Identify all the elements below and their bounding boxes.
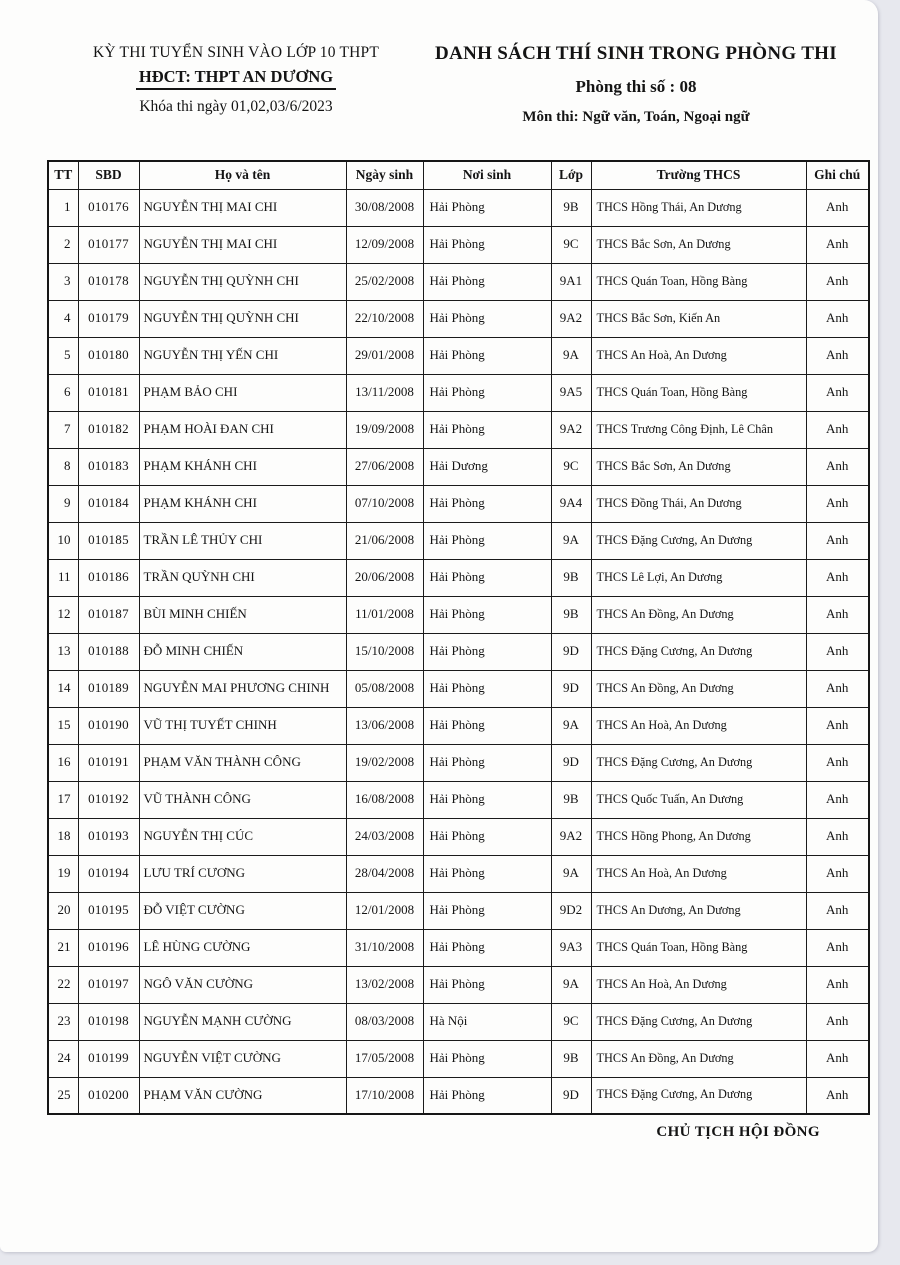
cell-tt: 1 <box>48 189 78 226</box>
cell-noisinh: Hải Phòng <box>423 300 551 337</box>
column-header-sbd: SBD <box>78 161 139 189</box>
table-header-row <box>48 161 869 189</box>
table-row <box>48 929 869 966</box>
exam-subjects: Môn thi: Ngữ văn, Toán, Ngoại ngữ <box>522 108 750 125</box>
table-row <box>48 892 869 929</box>
cell-tt: 5 <box>48 337 78 374</box>
cell-noisinh: Hải Phòng <box>423 966 551 1003</box>
cell-hoten: ĐỖ VIỆT CƯỜNG <box>139 892 346 929</box>
cell-ngaysinh: 31/10/2008 <box>346 929 423 966</box>
cell-ngaysinh: 28/04/2008 <box>346 855 423 892</box>
cell-tt: 17 <box>48 781 78 818</box>
cell-ghichu: Anh <box>806 448 869 485</box>
cell-lop: 9A3 <box>551 929 591 966</box>
cell-ngaysinh: 19/09/2008 <box>346 411 423 448</box>
cell-tt: 15 <box>48 707 78 744</box>
cell-hoten: PHẠM HOÀI ĐAN CHI <box>139 411 346 448</box>
cell-sbd: 010178 <box>78 263 139 300</box>
cell-hoten: NGUYỄN THỊ MAI CHI <box>139 226 346 263</box>
cell-hoten: BÙI MINH CHIẾN <box>139 596 346 633</box>
cell-sbd: 010197 <box>78 966 139 1003</box>
cell-tt: 23 <box>48 1003 78 1040</box>
cell-lop: 9A <box>551 966 591 1003</box>
cell-ngaysinh: 24/03/2008 <box>346 818 423 855</box>
cell-noisinh: Hải Phòng <box>423 596 551 633</box>
cell-hoten: LÊ HÙNG CƯỜNG <box>139 929 346 966</box>
cell-truongthcs: THCS An Hoà, An Dương <box>591 966 806 1003</box>
cell-sbd: 010177 <box>78 226 139 263</box>
cell-truongthcs: THCS Đặng Cương, An Dương <box>591 633 806 670</box>
cell-sbd: 010192 <box>78 781 139 818</box>
column-header-ngaysinh: Ngày sinh <box>346 161 423 189</box>
cell-ngaysinh: 12/01/2008 <box>346 892 423 929</box>
table-row <box>48 855 869 892</box>
cell-sbd: 010191 <box>78 744 139 781</box>
cell-hoten: PHẠM BẢO CHI <box>139 374 346 411</box>
cell-hoten: VŨ THÀNH CÔNG <box>139 781 346 818</box>
cell-ngaysinh: 13/02/2008 <box>346 966 423 1003</box>
cell-sbd: 010179 <box>78 300 139 337</box>
cell-truongthcs: THCS Quán Toan, Hồng Bàng <box>591 263 806 300</box>
table-row <box>48 707 869 744</box>
cell-hoten: TRẦN QUỲNH CHI <box>139 559 346 596</box>
cell-ghichu: Anh <box>806 707 869 744</box>
cell-tt: 20 <box>48 892 78 929</box>
column-header-noisinh: Nơi sinh <box>423 161 551 189</box>
cell-ghichu: Anh <box>806 263 869 300</box>
cell-truongthcs: THCS An Đồng, An Dương <box>591 670 806 707</box>
cell-noisinh: Hải Phòng <box>423 374 551 411</box>
cell-ghichu: Anh <box>806 337 869 374</box>
cell-hoten: ĐỖ MINH CHIẾN <box>139 633 346 670</box>
cell-tt: 8 <box>48 448 78 485</box>
table-row <box>48 226 869 263</box>
cell-hoten: TRẦN LÊ THỦY CHI <box>139 522 346 559</box>
room-number: Phòng thi số : 08 <box>575 76 697 96</box>
cell-noisinh: Hải Phòng <box>423 892 551 929</box>
cell-ngaysinh: 05/08/2008 <box>346 670 423 707</box>
cell-truongthcs: THCS Hồng Thái, An Dương <box>591 189 806 226</box>
cell-lop: 9C <box>551 448 591 485</box>
cell-truongthcs: THCS Đặng Cương, An Dương <box>591 1003 806 1040</box>
cell-sbd: 010187 <box>78 596 139 633</box>
cell-truongthcs: THCS Đặng Cương, An Dương <box>591 744 806 781</box>
cell-ngaysinh: 08/03/2008 <box>346 1003 423 1040</box>
cell-ngaysinh: 27/06/2008 <box>346 448 423 485</box>
cell-sbd: 010185 <box>78 522 139 559</box>
table-row <box>48 744 869 781</box>
cell-hoten: LƯU TRÍ CƯƠNG <box>139 855 346 892</box>
cell-lop: 9D <box>551 1077 591 1114</box>
table-row <box>48 189 869 226</box>
table-row <box>48 670 869 707</box>
cell-tt: 2 <box>48 226 78 263</box>
signature-title: CHỦ TỊCH HỘI ĐỒNG <box>656 1124 820 1140</box>
cell-noisinh: Hải Phòng <box>423 1040 551 1077</box>
cell-ngaysinh: 30/08/2008 <box>346 189 423 226</box>
table-row <box>48 1040 869 1077</box>
table-row <box>48 448 869 485</box>
table-row <box>48 633 869 670</box>
cell-tt: 13 <box>48 633 78 670</box>
cell-truongthcs: THCS An Đồng, An Dương <box>591 596 806 633</box>
cell-tt: 10 <box>48 522 78 559</box>
cell-noisinh: Hải Phòng <box>423 337 551 374</box>
table-body <box>48 189 869 1114</box>
cell-tt: 25 <box>48 1077 78 1114</box>
cell-tt: 14 <box>48 670 78 707</box>
cell-noisinh: Hải Phòng <box>423 522 551 559</box>
cell-lop: 9B <box>551 781 591 818</box>
cell-lop: 9A2 <box>551 300 591 337</box>
table-row <box>48 1077 869 1114</box>
cell-sbd: 010190 <box>78 707 139 744</box>
cell-noisinh: Hải Phòng <box>423 855 551 892</box>
cell-truongthcs: THCS Quán Toan, Hồng Bàng <box>591 929 806 966</box>
cell-hoten: NGUYỄN THỊ QUỲNH CHI <box>139 300 346 337</box>
cell-truongthcs: THCS An Hoà, An Dương <box>591 855 806 892</box>
cell-ghichu: Anh <box>806 596 869 633</box>
cell-lop: 9A <box>551 707 591 744</box>
cell-truongthcs: THCS Đồng Thái, An Dương <box>591 485 806 522</box>
cell-truongthcs: THCS An Hoà, An Dương <box>591 707 806 744</box>
cell-lop: 9B <box>551 559 591 596</box>
cell-tt: 24 <box>48 1040 78 1077</box>
cell-lop: 9A5 <box>551 374 591 411</box>
document-header <box>0 44 878 125</box>
cell-lop: 9D2 <box>551 892 591 929</box>
cell-ghichu: Anh <box>806 411 869 448</box>
cell-sbd: 010193 <box>78 818 139 855</box>
cell-noisinh: Hải Dương <box>423 448 551 485</box>
cell-tt: 7 <box>48 411 78 448</box>
table-row <box>48 300 869 337</box>
cell-ngaysinh: 19/02/2008 <box>346 744 423 781</box>
cell-sbd: 010199 <box>78 1040 139 1077</box>
column-header-tt: TT <box>48 161 78 189</box>
cell-ngaysinh: 11/01/2008 <box>346 596 423 633</box>
cell-sbd: 010184 <box>78 485 139 522</box>
cell-lop: 9B <box>551 1040 591 1077</box>
cell-tt: 21 <box>48 929 78 966</box>
cell-sbd: 010182 <box>78 411 139 448</box>
cell-truongthcs: THCS Quán Toan, Hồng Bàng <box>591 374 806 411</box>
council-name <box>52 68 420 90</box>
cell-ngaysinh: 25/02/2008 <box>346 263 423 300</box>
cell-noisinh: Hải Phòng <box>423 633 551 670</box>
table-row <box>48 485 869 522</box>
cell-ghichu: Anh <box>806 485 869 522</box>
cell-hoten: NGUYỄN THỊ CÚC <box>139 818 346 855</box>
cell-ghichu: Anh <box>806 1040 869 1077</box>
cell-ghichu: Anh <box>806 374 869 411</box>
cell-noisinh: Hải Phòng <box>423 670 551 707</box>
cell-hoten: VŨ THỊ TUYẾT CHINH <box>139 707 346 744</box>
cell-hoten: NGUYỄN THỊ MAI CHI <box>139 189 346 226</box>
cell-ghichu: Anh <box>806 189 869 226</box>
table-row <box>48 781 869 818</box>
table-row <box>48 522 869 559</box>
exam-name: KỲ THI TUYỂN SINH VÀO LỚP 10 THPT <box>92 44 380 61</box>
cell-ghichu: Anh <box>806 559 869 596</box>
cell-ghichu: Anh <box>806 744 869 781</box>
cell-sbd: 010198 <box>78 1003 139 1040</box>
cell-lop: 9A <box>551 855 591 892</box>
table-header <box>48 161 869 189</box>
cell-tt: 9 <box>48 485 78 522</box>
header-right-block <box>420 44 878 125</box>
cell-ghichu: Anh <box>806 781 869 818</box>
table-row <box>48 374 869 411</box>
cell-lop: 9D <box>551 633 591 670</box>
cell-truongthcs: THCS Đặng Cương, An Dương <box>591 522 806 559</box>
cell-noisinh: Hải Phòng <box>423 744 551 781</box>
cell-truongthcs: THCS Bắc Sơn, An Dương <box>591 448 806 485</box>
cell-ngaysinh: 07/10/2008 <box>346 485 423 522</box>
cell-truongthcs: THCS An Đồng, An Dương <box>591 1040 806 1077</box>
cell-lop: 9A4 <box>551 485 591 522</box>
cell-ghichu: Anh <box>806 300 869 337</box>
cell-lop: 9B <box>551 189 591 226</box>
cell-truongthcs: THCS Hồng Phong, An Dương <box>591 818 806 855</box>
table-row <box>48 1003 869 1040</box>
column-header-ghichu: Ghi chú <box>806 161 869 189</box>
cell-truongthcs: THCS Bắc Sơn, An Dương <box>591 226 806 263</box>
cell-lop: 9A <box>551 522 591 559</box>
cell-tt: 4 <box>48 300 78 337</box>
cell-hoten: PHẠM KHÁNH CHI <box>139 448 346 485</box>
cell-noisinh: Hải Phòng <box>423 781 551 818</box>
cell-hoten: PHẠM KHÁNH CHI <box>139 485 346 522</box>
cell-ghichu: Anh <box>806 818 869 855</box>
cell-truongthcs: THCS Lê Lợi, An Dương <box>591 559 806 596</box>
cell-sbd: 010194 <box>78 855 139 892</box>
cell-truongthcs: THCS An Hoà, An Dương <box>591 337 806 374</box>
cell-noisinh: Hải Phòng <box>423 929 551 966</box>
cell-tt: 18 <box>48 818 78 855</box>
cell-noisinh: Hà Nội <box>423 1003 551 1040</box>
cell-noisinh: Hải Phòng <box>423 1077 551 1114</box>
cell-lop: 9D <box>551 670 591 707</box>
cell-noisinh: Hải Phòng <box>423 411 551 448</box>
cell-noisinh: Hải Phòng <box>423 485 551 522</box>
cell-ghichu: Anh <box>806 670 869 707</box>
cell-lop: 9D <box>551 744 591 781</box>
table-row <box>48 596 869 633</box>
cell-truongthcs: THCS Đặng Cương, An Dương <box>591 1077 806 1114</box>
table-row <box>48 337 869 374</box>
cell-hoten: NGÔ VĂN CƯỜNG <box>139 966 346 1003</box>
cell-tt: 6 <box>48 374 78 411</box>
header-left-block <box>52 44 420 115</box>
cell-hoten: PHẠM VĂN CƯỜNG <box>139 1077 346 1114</box>
cell-ngaysinh: 16/08/2008 <box>346 781 423 818</box>
cell-ghichu: Anh <box>806 1003 869 1040</box>
table-row <box>48 263 869 300</box>
cell-ghichu: Anh <box>806 855 869 892</box>
column-header-lop: Lớp <box>551 161 591 189</box>
cell-tt: 16 <box>48 744 78 781</box>
cell-ngaysinh: 13/06/2008 <box>346 707 423 744</box>
cell-sbd: 010195 <box>78 892 139 929</box>
cell-lop: 9A1 <box>551 263 591 300</box>
cell-noisinh: Hải Phòng <box>423 189 551 226</box>
cell-ngaysinh: 29/01/2008 <box>346 337 423 374</box>
cell-truongthcs: THCS Bắc Sơn, Kiến An <box>591 300 806 337</box>
cell-truongthcs: THCS An Dương, An Dương <box>591 892 806 929</box>
cell-hoten: NGUYỄN THỊ YẾN CHI <box>139 337 346 374</box>
cell-ngaysinh: 15/10/2008 <box>346 633 423 670</box>
cell-ngaysinh: 12/09/2008 <box>346 226 423 263</box>
column-header-hoten: Họ và tên <box>139 161 346 189</box>
cell-tt: 19 <box>48 855 78 892</box>
cell-hoten: NGUYỄN THỊ QUỲNH CHI <box>139 263 346 300</box>
cell-ghichu: Anh <box>806 226 869 263</box>
cell-ngaysinh: 21/06/2008 <box>346 522 423 559</box>
cell-tt: 11 <box>48 559 78 596</box>
cell-ngaysinh: 17/10/2008 <box>346 1077 423 1114</box>
table-row <box>48 966 869 1003</box>
council-name-text: HĐCT: THPT AN DƯƠNG <box>136 68 336 90</box>
cell-noisinh: Hải Phòng <box>423 559 551 596</box>
table-row <box>48 559 869 596</box>
cell-sbd: 010186 <box>78 559 139 596</box>
cell-lop: 9B <box>551 596 591 633</box>
cell-noisinh: Hải Phòng <box>423 226 551 263</box>
cell-ngaysinh: 20/06/2008 <box>346 559 423 596</box>
cell-lop: 9A2 <box>551 411 591 448</box>
column-header-truongthcs: Trường THCS <box>591 161 806 189</box>
cell-noisinh: Hải Phòng <box>423 707 551 744</box>
cell-hoten: PHẠM VĂN THÀNH CÔNG <box>139 744 346 781</box>
cell-noisinh: Hải Phòng <box>423 818 551 855</box>
page-title: DANH SÁCH THÍ SINH TRONG PHÒNG THI <box>435 43 837 64</box>
cell-lop: 9A2 <box>551 818 591 855</box>
exam-dates: Khóa thi ngày 01,02,03/6/2023 <box>139 98 333 116</box>
cell-lop: 9A <box>551 337 591 374</box>
cell-ngaysinh: 22/10/2008 <box>346 300 423 337</box>
cell-noisinh: Hải Phòng <box>423 263 551 300</box>
cell-sbd: 010196 <box>78 929 139 966</box>
cell-ngaysinh: 17/05/2008 <box>346 1040 423 1077</box>
cell-tt: 22 <box>48 966 78 1003</box>
cell-sbd: 010176 <box>78 189 139 226</box>
cell-ghichu: Anh <box>806 1077 869 1114</box>
cell-ghichu: Anh <box>806 633 869 670</box>
table-row <box>48 411 869 448</box>
cell-truongthcs: THCS Quốc Tuấn, An Dương <box>591 781 806 818</box>
cell-lop: 9C <box>551 1003 591 1040</box>
cell-sbd: 010183 <box>78 448 139 485</box>
cell-hoten: NGUYỄN VIỆT CƯỜNG <box>139 1040 346 1077</box>
cell-lop: 9C <box>551 226 591 263</box>
cell-hoten: NGUYỄN MAI PHƯƠNG CHINH <box>139 670 346 707</box>
table-row <box>48 818 869 855</box>
cell-ghichu: Anh <box>806 929 869 966</box>
cell-sbd: 010180 <box>78 337 139 374</box>
cell-sbd: 010189 <box>78 670 139 707</box>
cell-ghichu: Anh <box>806 966 869 1003</box>
cell-ghichu: Anh <box>806 892 869 929</box>
cell-hoten: NGUYỄN MẠNH CƯỜNG <box>139 1003 346 1040</box>
cell-sbd: 010188 <box>78 633 139 670</box>
cell-sbd: 010181 <box>78 374 139 411</box>
cell-truongthcs: THCS Trương Công Định, Lê Chân <box>591 411 806 448</box>
cell-ghichu: Anh <box>806 522 869 559</box>
cell-ngaysinh: 13/11/2008 <box>346 374 423 411</box>
cell-tt: 12 <box>48 596 78 633</box>
cell-tt: 3 <box>48 263 78 300</box>
cell-sbd: 010200 <box>78 1077 139 1114</box>
candidate-table <box>47 160 870 1115</box>
